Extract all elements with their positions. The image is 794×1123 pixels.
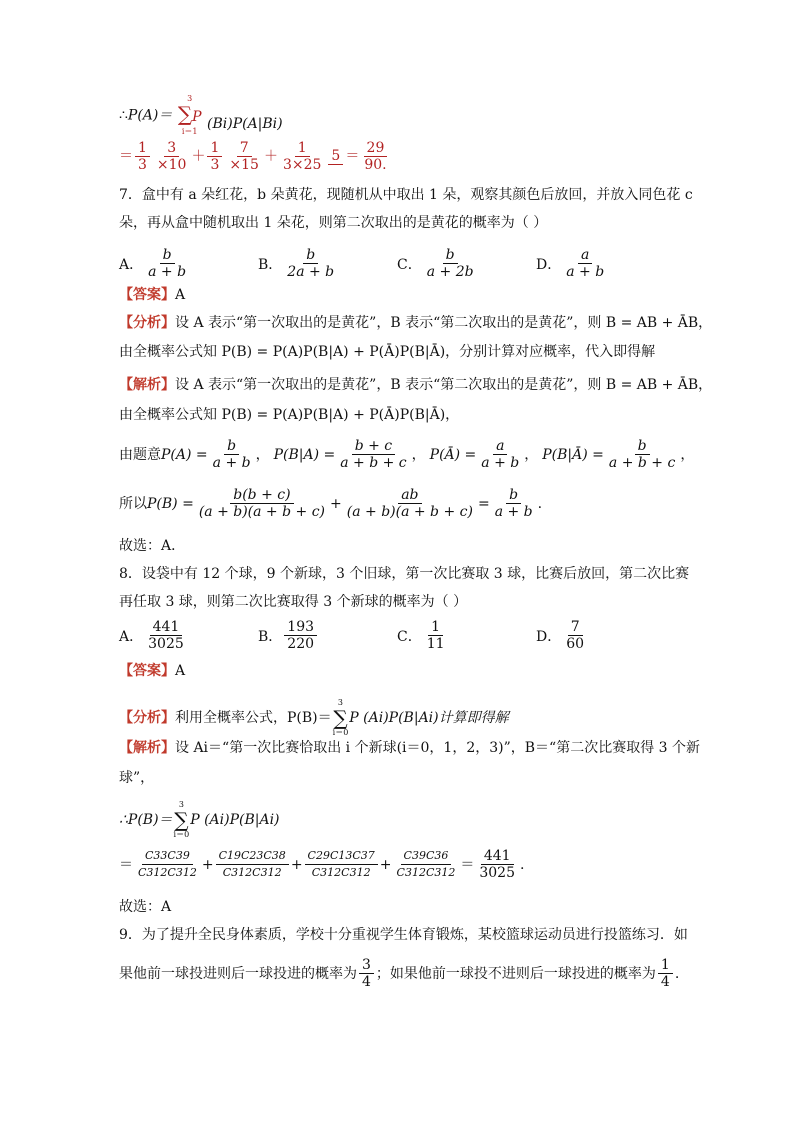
q7-option-b: B． $\frac{b}{2a + b}$ (258, 247, 335, 280)
fraction: $\frac{1}{3\times 25}$ (282, 140, 322, 173)
formula-computation (119, 140, 392, 173)
q7-solution-line1: 【解析】设 A 表示“第一次取出的是黄花”，B 表示“第二次取出的是黄花”，则 B = AB + ĀB， (119, 377, 713, 393)
q8-option-d: D． $\frac{7}{60}$ (536, 619, 585, 652)
q8-option-a: A． $\frac{441}{3025}$ (119, 619, 184, 652)
sigma-symbol: 3 ∑P i＝1 (177, 94, 202, 136)
q8-analysis: 【分析】 利用全概率公式，P(B)＝ 3 ∑ i＝0 P (Ai)P(B|Ai)计算即得解 (119, 698, 509, 737)
sigma-p: P (192, 109, 202, 125)
formula-lhs: P(A)＝ (127, 107, 173, 124)
q7-given: 由题意 P(A) = $\frac{b}{a + b}$ ， P(B|A) = $\frac{b + c}{a + b + c}$ ， P(Ā) = $\frac{a}{a + b}$ ， P(B|Ā) = $\frac{b}{a + b + c}$ ， (119, 438, 695, 471)
fraction: $\frac{7}{\times 15}$ (229, 140, 259, 173)
q8-stem-line1: 8．设袋中有 12 个球，9 个新球，3 个旧球，第一次比赛取 3 球，比赛后放回，第二次比赛 (119, 566, 690, 582)
q7-analysis-line1: 【分析】设 A 表示“第一次取出的是黄花”，B 表示“第二次取出的是黄花”，则 B = AB + ĀB， (119, 315, 713, 331)
q7-option-a: A． $\frac{b}{a + b}$ (119, 247, 187, 280)
q8-option-c: C． $\frac{1}{11}$ (397, 619, 445, 652)
q7-stem-line1: 7．盒中有 a 朵红花，b 朵黄花，现随机从中取出 1 朵，观察其颜色后放回，并放入同色花 c (119, 187, 693, 203)
sigma-lower: i＝1 (181, 127, 198, 136)
q9-stem-line1: 9．为了提升全民身体素质，学校十分重视学生体育锻炼，某校篮球运动员进行投篮练习．如 (119, 927, 688, 943)
q9-stem-line2: 果他前一球投进则后一球投进的概率为 $\frac{3}{4}$ ；如果他前一球投不进则后一球投进的概率为 $\frac{1}{4}$ . (119, 957, 680, 990)
q8-option-b: B． $\frac{193}{220}$ (258, 619, 319, 652)
sigma-upper: 3 (187, 94, 193, 103)
equals: ＝ (345, 148, 360, 165)
fraction: 5 (328, 148, 343, 165)
equals: ＝ (119, 148, 133, 165)
q7-solution-line2: 由全概率公式知 P(B) = P(A)P(B|A) + P(Ā)P(B|Ā)， (119, 407, 460, 423)
q7-answer: 【答案】A (119, 287, 186, 303)
q8-solution-line2: 球”， (119, 770, 155, 786)
q7-option-c: C． $\frac{b}{a + 2b}$ (397, 247, 474, 280)
formula-total-probability (119, 94, 283, 137)
fraction: $\frac{3}{\times 10}$ (156, 140, 187, 173)
q8-stem-line2: 再任取 3 球，则第二次比赛取得 3 个新球的概率为（ ） (119, 594, 468, 610)
fraction: $\frac{1}{3}$ (135, 140, 150, 173)
plus: ＋ (263, 148, 278, 165)
q8-sum: ∴P(B)＝ 3 ∑ i＝0 P (Ai)P(B|Ai) (119, 800, 280, 839)
q8-expansion: ＝ $\frac{C33C39}{C312C312}$ + $\frac{C19C23C38}{C312C312}$ + $\frac{C29C13C37}{C312C312}$ + $\frac{C39C36}{C312C312}$ ＝ $\frac{441}{3025}$ . (119, 848, 525, 881)
q8-solution-line1: 【解析】设 Ai＝“第一次比赛恰取出 i 个新球(i＝0，1，2，3)”，B＝“第二次比赛取得 3 个新 (119, 740, 701, 756)
therefore-symbol: ∴ (119, 107, 128, 124)
q7-conclusion: 故选：A． (119, 538, 186, 554)
q7-analysis-line2: 由全概率公式知 P(B) = P(A)P(B|A) + P(Ā)P(B|Ā)，分别计算对应概率，代入即得解 (119, 344, 656, 360)
q7-so: 所以 P(B) = $\frac{b(b + c)}{(a + b)(a + b + c)}$ + $\frac{ab}{(a + b)(a + b + c)}$ = $\frac{b}{a + b}$ . (119, 487, 543, 520)
fraction: $\frac{1}{3}$ (207, 140, 222, 173)
q8-conclusion: 故选：A (119, 899, 172, 915)
q8-answer: 【答案】A (119, 663, 186, 679)
formula-rhs: (Bi)P(A|Bi) (207, 115, 283, 132)
fraction: $\frac{29}{90.}$ (364, 140, 387, 173)
plus: ＋ (191, 148, 206, 165)
q7-option-d: D． $\frac{a}{a + b}$ (536, 247, 605, 280)
q7-stem-line2: 朵，再从盒中随机取出 1 朵花，则第二次取出的是黄花的概率为（ ） (119, 215, 548, 231)
